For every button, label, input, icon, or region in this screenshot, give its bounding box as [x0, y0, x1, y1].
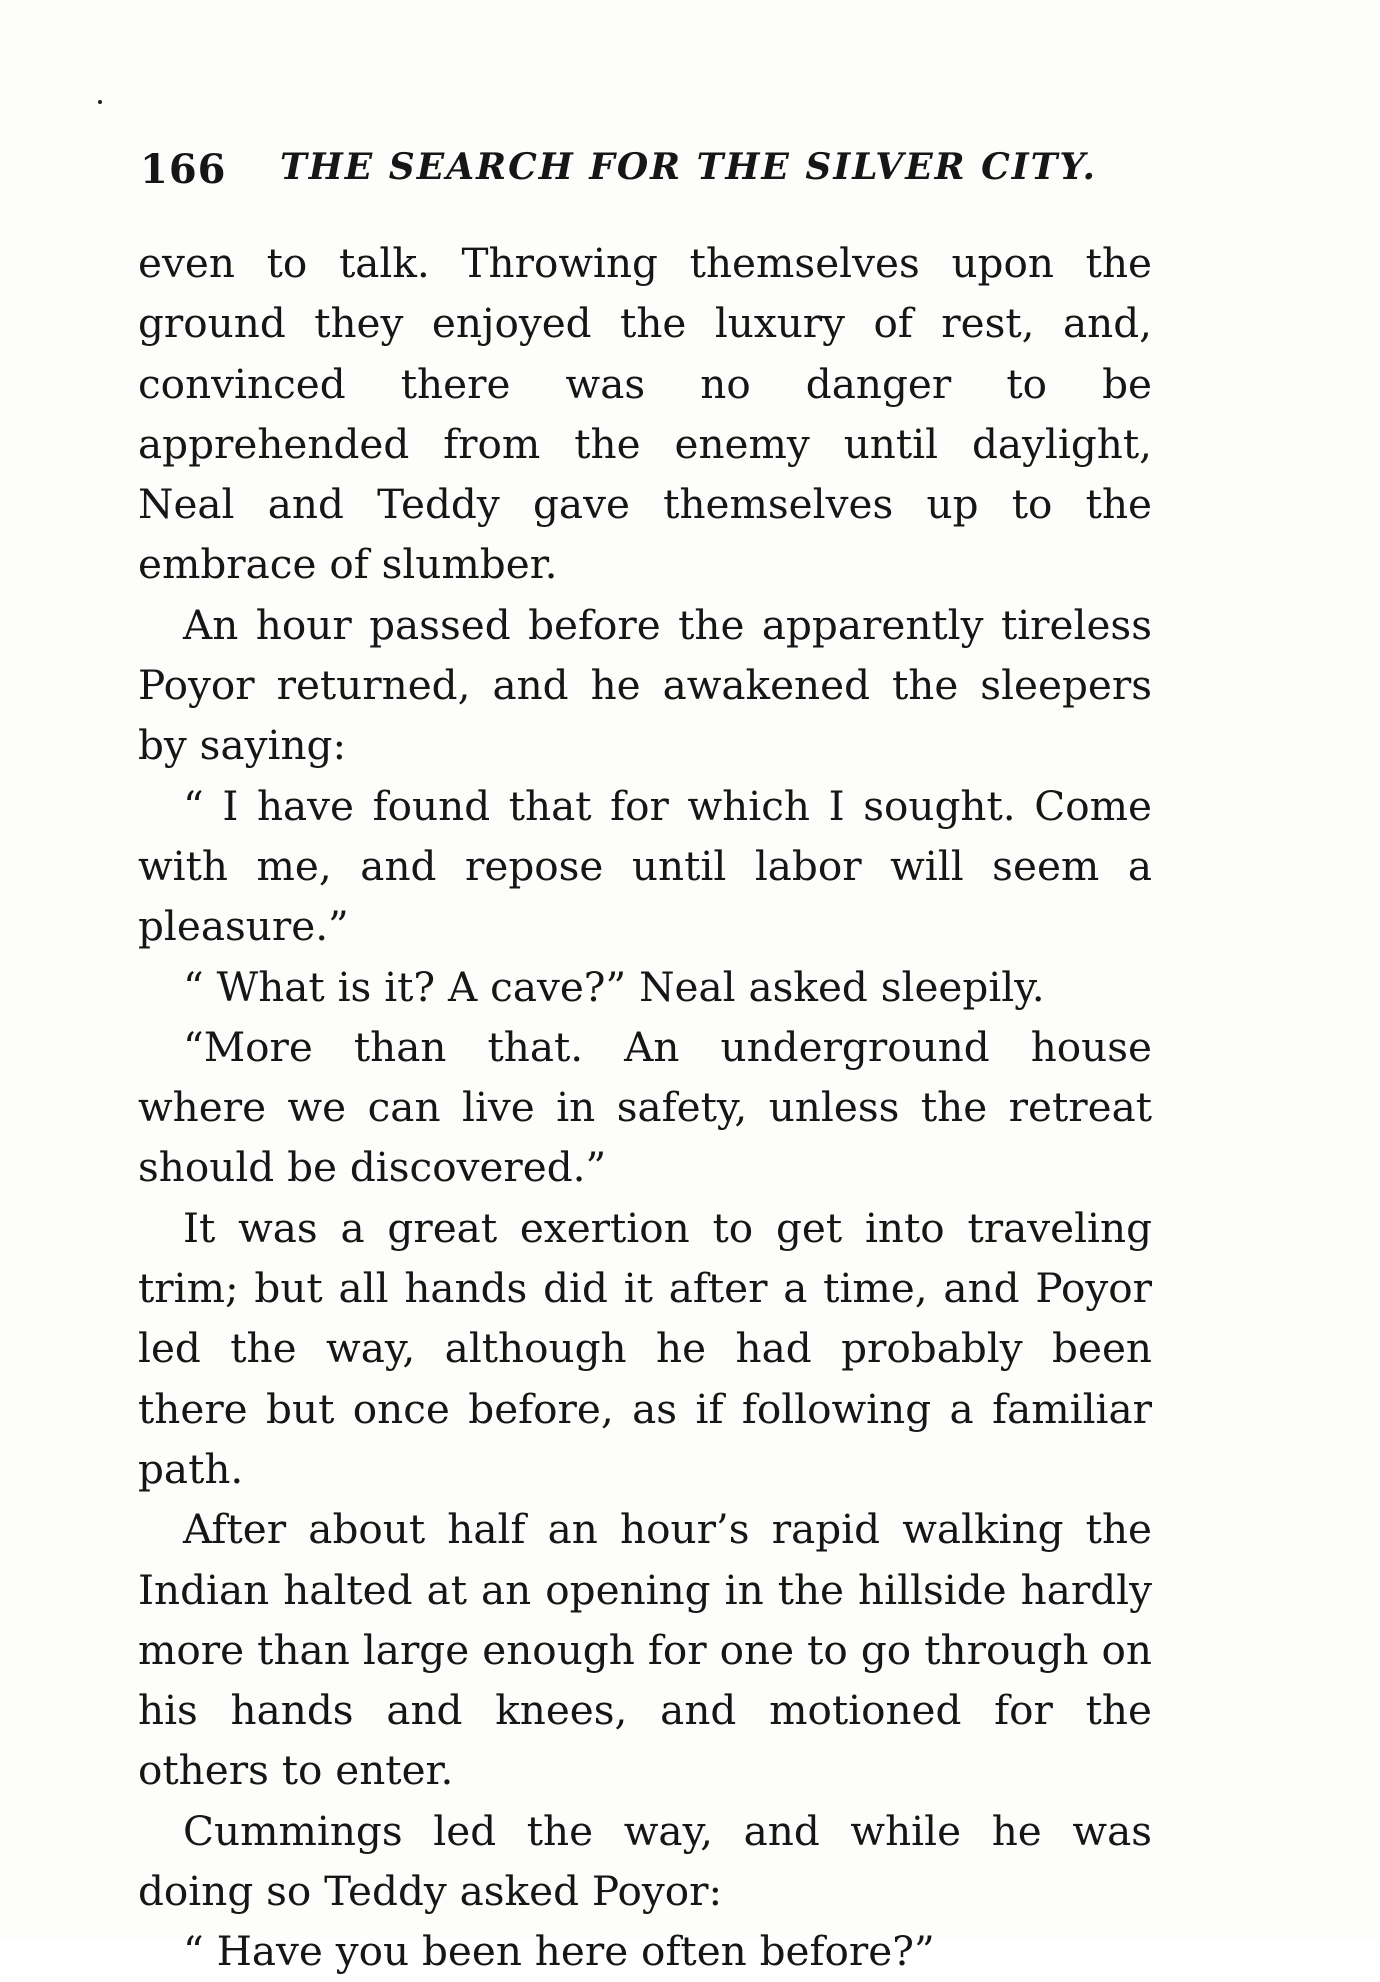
paragraph-dialogue: “ Have you been here often before?” [183, 1927, 935, 1976]
paragraph: An hour passed before the apparently tireless Poyor returned, and he awakened the sleepers by saying: [138, 600, 1152, 770]
paragraph: It was a great exertion to get into traveling trim; but all hands did it after a time, and Poyor led the way, although he had probably been there but once before, as if following a familiar path. [138, 1203, 1152, 1493]
page-number: 166 [140, 146, 227, 193]
paragraph-dialogue: “More than that. An underground house where we can live in safety, unless the retreat should be discovered.” [138, 1022, 1152, 1192]
paragraph: After about half an hour’s rapid walking the Indian halted at an opening in the hillside hardly more than large enough for one to go through on his hands and knees, and motioned for the others to enter. [138, 1505, 1152, 1795]
running-title: THE SEARCH FOR THE SILVER CITY. [280, 146, 1097, 188]
body-text [138, 233, 1152, 1982]
paragraph-dialogue: “ What is it? A cave?” Neal asked sleepily. [183, 962, 1045, 1011]
paragraph-continued: even to talk. Throwing themselves upon the ground they enjoyed the luxury of rest, and, convinced there was no danger to be apprehended from the enemy until daylight, Neal and Teddy gave themselves up to the embrace of slumber. [138, 239, 1152, 589]
paragraph-dialogue: “ I have found that for which I sought. Come with me, and repose until labor will seem a pleasure.” [138, 781, 1152, 951]
ink-speck-mark [98, 100, 102, 104]
paragraph: Cummings led the way, and while he was doing so Teddy asked Poyor: [138, 1806, 1152, 1916]
page-header [140, 140, 1150, 200]
